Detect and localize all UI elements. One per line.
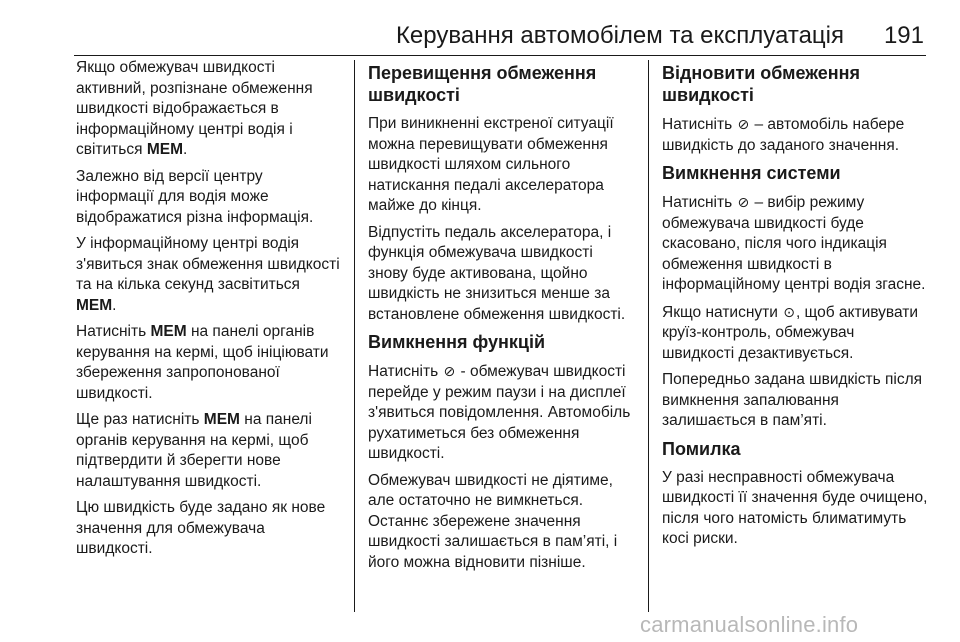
paragraph: У разі несправності обмежувача швидкості її значення буде очищено, після чого натомість блиматимуть косі риски.	[662, 468, 928, 547]
column-divider-1	[354, 60, 355, 612]
paragraph: Натисніть ⊘ – автомобіль набере швидкість до заданого значення.	[662, 116, 905, 154]
paragraph: Натисніть ⊘ – вибір режиму обмежувача швидкості буде скасовано, після чого індикація обмеження швидкості в інформаційному центрі водія згасне.	[662, 194, 926, 293]
paragraph: Натисніть MEM на панелі органів керування на кермі, щоб ініціювати збереження запропонованої швидкості.	[76, 323, 329, 402]
section-heading: Помилка	[662, 438, 741, 459]
column-1	[76, 58, 342, 566]
paragraph: Обмежувач швидкості не діятиме, але остаточно не вимкнеться. Останнє збережене значення швидкості залишається в пам’яті, і його можна відновити пізніше.	[368, 471, 618, 571]
column-2	[368, 58, 634, 579]
paragraph: Натисніть ⊘ - обмежувач швидкості перейде у режим паузи і на дисплеї з'явиться повідомлення. Автомобіль рухатиметься без обмеження швидкості.	[368, 363, 631, 462]
watermark: carmanualsonline.info	[640, 612, 859, 637]
header-divider	[74, 55, 926, 56]
paragraph: Ще раз натисніть MEM на панелі органів керування на кермі, щоб підтвердити й зберегти нове налаштування швидкості.	[76, 411, 312, 490]
paragraph: Попередньо задана швидкість після вимкнення запалювання залишається в пам’яті.	[662, 371, 923, 429]
speed-limiter-off-icon: ⊘	[737, 194, 750, 210]
page-number: 191	[883, 22, 924, 49]
paragraph: При виникненні екстреної ситуації можна перевищувати обмеження швидкості шляхом сильного натискання педалі акселератора майже до кінця.	[368, 115, 614, 214]
paragraph: Якщо натиснути ⊙, щоб активувати круїз-контроль, обмежувач швидкості дезактивується.	[662, 303, 919, 362]
section-heading: Вимкнення системи	[662, 163, 841, 183]
paragraph: Відпустіть педаль акселератора, і функція обмежувача швидкості знову буде активована, щойно швидкість не знизиться менше за встановлене обмеження швидкості.	[368, 223, 626, 323]
paragraph: Якщо обмежувач швидкості активний, розпізнане обмеження швидкості відображається в інформаційному центрі водія і світиться MEM.	[76, 59, 313, 158]
page-header	[0, 0, 960, 48]
section-heading: Перевищення обмеження швидкості	[368, 63, 597, 105]
section-heading: Відновити обмеження швидкості	[662, 63, 861, 105]
page-title: Керування автомобілем та експлуатація	[395, 22, 844, 49]
column-divider-2	[648, 60, 649, 612]
section-heading: Вимкнення функцій	[368, 332, 546, 352]
column-3	[662, 58, 928, 556]
speed-limiter-pause-icon: ⊘	[443, 363, 456, 379]
paragraph: У інформаційному центрі водія з'явиться знак обмеження швидкості та на кілька секунд засвітиться MEM.	[76, 235, 340, 314]
speed-limiter-resume-icon: ⊘	[737, 116, 750, 132]
paragraph: Цю швидкість буде задано як нове значення для обмежувача швидкості.	[76, 499, 326, 557]
cruise-control-icon: ⊙	[783, 303, 795, 320]
paragraph: Залежно від версії центру інформації для водія може відображатися різна інформація.	[76, 167, 314, 226]
